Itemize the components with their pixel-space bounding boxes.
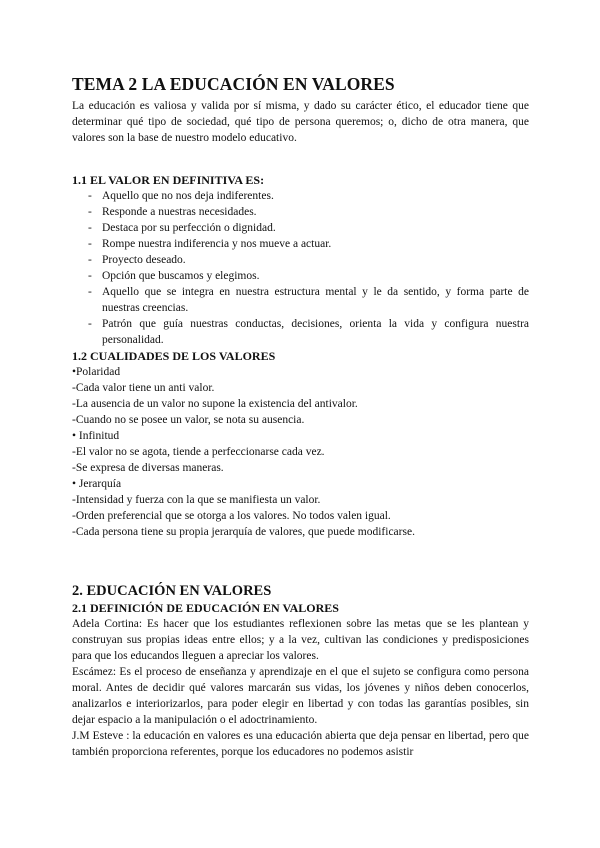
list-item: -El valor no se agota, tiende a perfeccionarse cada vez. xyxy=(72,446,325,458)
list-item: - Aquello que no nos deja indiferentes. xyxy=(72,188,529,204)
list-item: - Aquello que se integra en nuestra estructura mental y le da sentido, y forma parte de nuestras creencias. xyxy=(72,284,529,316)
definition-paragraph: J.M Esteve : la educación en valores es una educación abierta que deja pensar en libertad, pero que también proporciona referentes, porque los educadores no podemos asistir xyxy=(72,730,529,758)
value-definition-list xyxy=(72,188,529,348)
list-item: -Cuando no se posee un valor, se nota su ausencia. xyxy=(72,414,305,426)
list-item: -Cada persona tiene su propia jerarquía de valores, que puede modificarse. xyxy=(72,526,415,538)
list-item: •Polaridad xyxy=(72,366,121,378)
list-item: - Destaca por su perfección o dignidad. xyxy=(72,220,529,236)
section-1-1-heading: 1.1 EL VALOR EN DEFINITIVA ES: xyxy=(72,173,265,187)
section-2-1-heading: 2.1 DEFINICIÓN DE EDUCACIÓN EN VALORES xyxy=(72,601,339,615)
list-item: -Cada valor tiene un anti valor. xyxy=(72,382,215,394)
list-item: -Orden preferencial que se otorga a los valores. No todos valen igual. xyxy=(72,510,391,522)
definition-paragraph: Adela Cortina: Es hacer que los estudiantes reflexionen sobre las metas que se les plantean y construyan sus propias ideas entre ellos; y a la vez, cultivan las condiciones y predisposiciones para que los educandos lleguen a apreciar los valores. xyxy=(72,618,529,662)
section-2-heading: 2. EDUCACIÓN EN VALORES xyxy=(72,583,272,599)
list-item: -Intensidad y fuerza con la que se manifiesta un valor. xyxy=(72,494,321,506)
page-title: TEMA 2 LA EDUCACIÓN EN VALORES xyxy=(72,74,395,94)
list-item: - Rompe nuestra indiferencia y nos mueve a actuar. xyxy=(72,236,529,252)
intro-paragraph: La educación es valiosa y valida por sí misma, y dado su carácter ético, el educador tiene que determinar qué tipo de sociedad, qué tipo de persona queremos; o, dicho de otra manera, que valores son la base de nuestro modelo educativo. xyxy=(72,100,529,144)
list-item: - Responde a nuestras necesidades. xyxy=(72,204,529,220)
document-content xyxy=(72,74,529,760)
list-item: -Se expresa de diversas maneras. xyxy=(72,462,224,474)
list-item: • Infinitud xyxy=(72,430,120,442)
list-item: -La ausencia de un valor no supone la existencia del antivalor. xyxy=(72,398,358,410)
list-item: • Jerarquía xyxy=(72,478,122,490)
value-qualities-list xyxy=(72,364,529,540)
section-1-2-heading: 1.2 CUALIDADES DE LOS VALORES xyxy=(72,349,276,363)
list-item: - Opción que buscamos y elegimos. xyxy=(72,268,529,284)
definition-paragraph: Escámez: Es el proceso de enseñanza y aprendizaje en el que el sujeto se configura como persona moral. Antes de decidir qué valores marcarán sus vidas, los jóvenes y niños deben conocerlos, analizarlos e interiorizarlos, para poder elegir en libertad y con todas las garantías posibles, sin dejar espacio a la manipulación o el adoctrinamiento. xyxy=(72,666,529,726)
list-item: - Proyecto deseado. xyxy=(72,252,529,268)
list-item: - Patrón que guía nuestras conductas, decisiones, orienta la vida y configura nuestra personalidad. xyxy=(72,316,529,348)
